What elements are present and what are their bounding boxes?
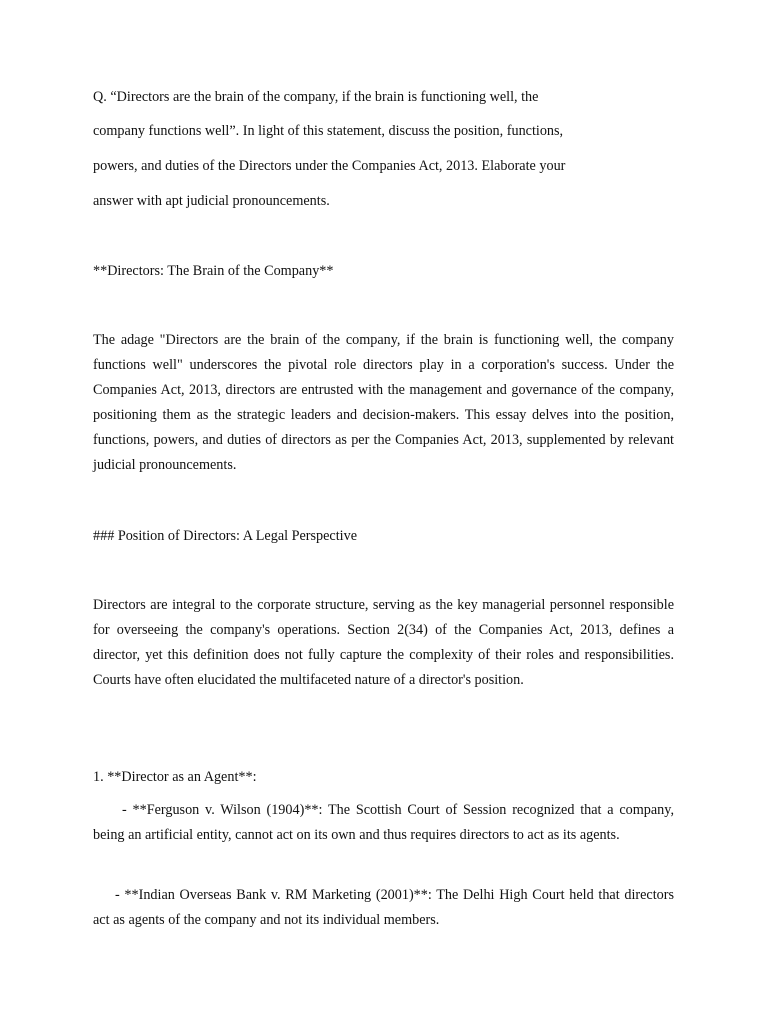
question-line-1: Q. “Directors are the brain of the company, if the brain is functioning well, the (93, 89, 539, 105)
question-line-4: answer with apt judicial pronouncements. (93, 193, 330, 209)
section-heading-position: ### Position of Directors: A Legal Perspective (93, 528, 357, 544)
question-line-2: company functions well”. In light of this statement, discuss the position, functions, (93, 123, 564, 139)
intro-paragraph: The adage "Directors are the brain of the company, if the brain is functioning well, the company functions well" underscores the pivotal role directors play in a corporation's success. Under the Companies Act, 2013, directors are entrusted with the management and governance of the company, positioning them as the strategic leaders and decision-makers. This essay delves into the position, functions, powers, and duties of directors as per the Companies Act, 2013, supplemented by relevant judicial pronouncements. (93, 332, 674, 473)
question-line-3: powers, and duties of the Directors under the Companies Act, 2013. Elaborate your (93, 158, 566, 174)
essay-title: **Directors: The Brain of the Company** (93, 263, 334, 279)
case-indian-overseas-bank: - **Indian Overseas Bank v. RM Marketing (2001)**: The Delhi High Court held that directors act as agents of the company and not its individual members. (93, 887, 674, 928)
position-paragraph: Directors are integral to the corporate structure, serving as the key managerial personnel responsible for overseeing the company's operations. Section 2(34) of the Companies Act, 2013, defines a director, yet this definition does not fully capture the complexity of their roles and responsibilities. Courts have often elucidated the multifaceted nature of a director's position. (93, 597, 674, 688)
point-1-heading: 1. **Director as an Agent**: (93, 769, 257, 785)
case-ferguson-v-wilson: - **Ferguson v. Wilson (1904)**: The Scottish Court of Session recognized that a company, being an artificial entity, cannot act on its own and thus requires directors to act as its agents. (93, 802, 674, 843)
